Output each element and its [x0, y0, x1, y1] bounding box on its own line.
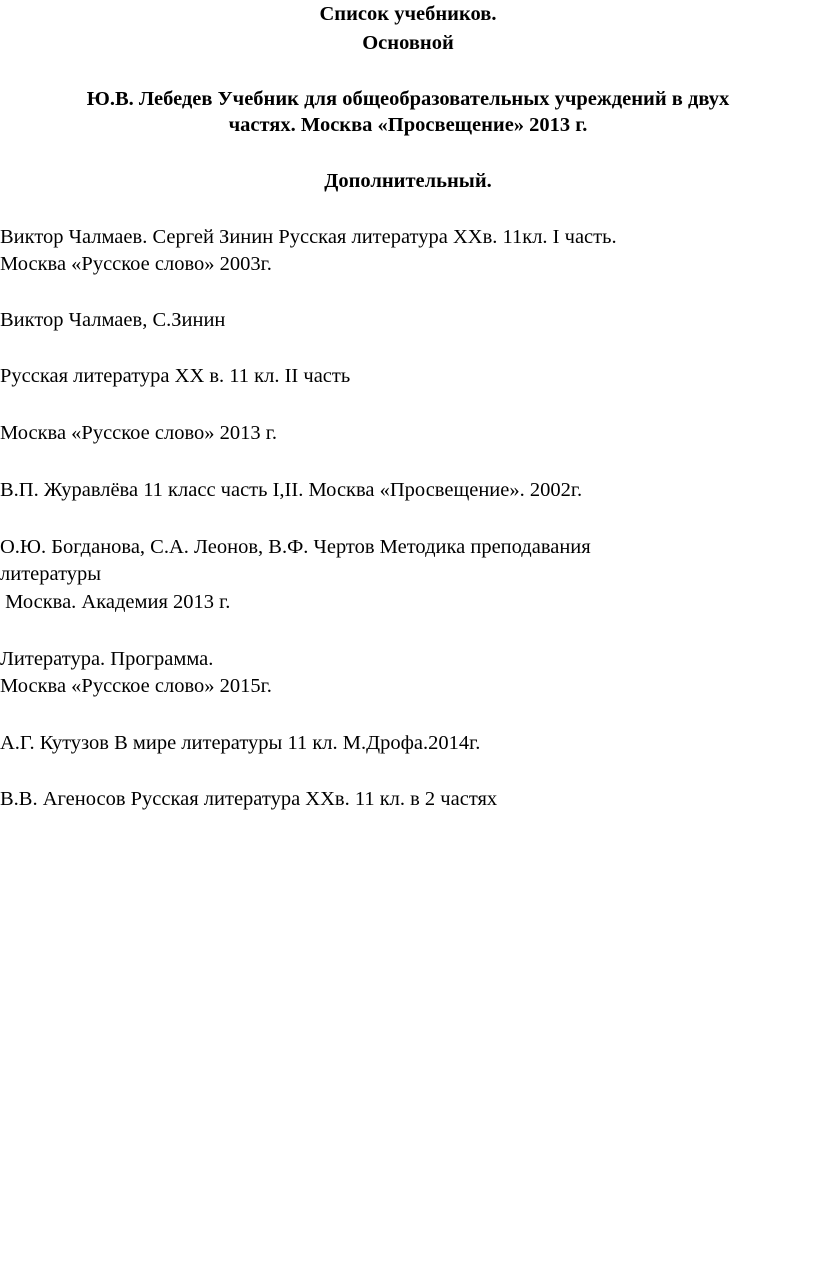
list-title: Список учебников. [319, 3, 497, 25]
main-book-line-1: Ю.В. Лебедев Учебник для общеобразовательных учреждений в двух [86, 88, 730, 110]
entry-bogdanova-line-1: О.Ю. Богданова, С.А. Леонов, В.Ф. Чертов Методика преподавания [0, 536, 591, 558]
main-section-heading: Основной [362, 32, 454, 54]
entry-chalmaev-zinin-part2-publisher: Москва «Русское слово» 2013 г. [0, 422, 278, 444]
entry-zhuravleva: В.П. Журавлёва 11 класс часть I,II. Москва «Просвещение». 2002г. [0, 479, 583, 501]
entry-chalmaev-zinin-part2-authors: Виктор Чалмаев, С.Зинин [0, 309, 226, 331]
entry-chalmaev-zinin-part1-line-1: Виктор Чалмаев. Сергей Зинин Русская литература ХХв. 11кл. I часть. [0, 226, 617, 248]
main-book-line-2: частях. Москва «Просвещение» 2013 г. [228, 114, 588, 136]
additional-section-heading: Дополнительный. [324, 170, 492, 192]
entry-bogdanova-line-2: литературы [0, 563, 102, 585]
entry-chalmaev-zinin-part1-line-2: Москва «Русское слово» 2003г. [0, 253, 272, 275]
entry-agenosov: В.В. Агеносов Русская литература ХХв. 11 кл. в 2 частях [0, 788, 498, 810]
entry-chalmaev-zinin-part2-title: Русская литература ХХ в. 11 кл. II часть [0, 365, 351, 387]
entry-program-line-1: Литература. Программа. [0, 648, 214, 670]
entry-program-line-2: Москва «Русское слово» 2015г. [0, 675, 272, 697]
entry-bogdanova-line-3: Москва. Академия 2013 г. [0, 591, 231, 613]
entry-kutuzov: А.Г. Кутузов В мире литературы 11 кл. М.Дрофа.2014г. [0, 732, 481, 754]
